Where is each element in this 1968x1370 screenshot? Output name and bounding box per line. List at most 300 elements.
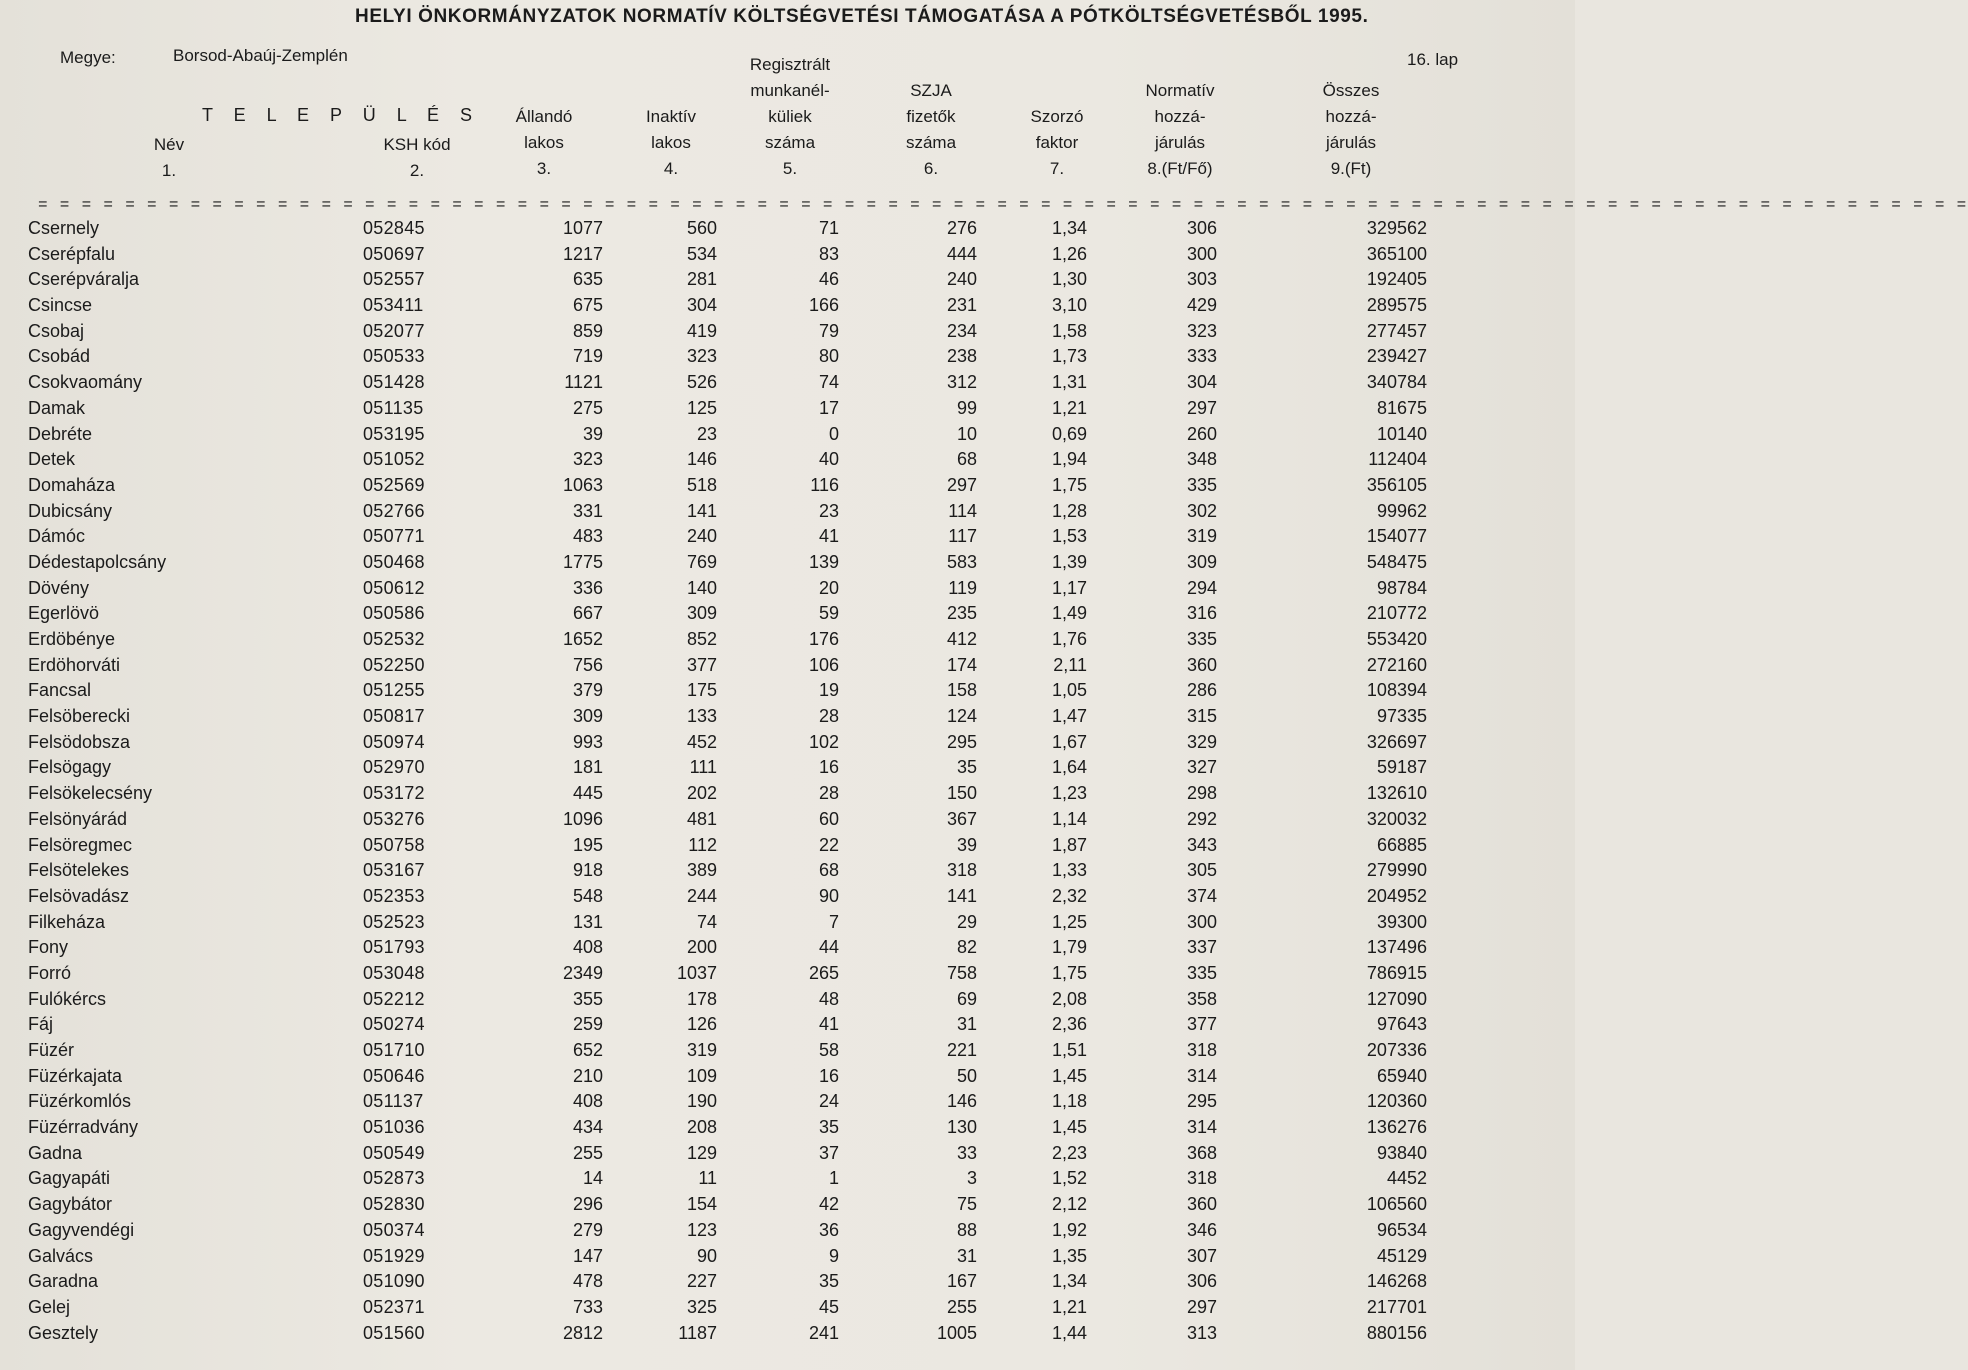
cell-unemployed: 9 bbox=[828, 1245, 839, 1266]
cell-multiplier: 2,32 bbox=[1051, 885, 1087, 906]
cell-multiplier: 1,75 bbox=[1051, 962, 1087, 983]
cell-name: Felsödobsza bbox=[28, 731, 131, 752]
cell-unemployed: 16 bbox=[818, 1065, 839, 1086]
table-row bbox=[0, 396, 1575, 422]
cell-normative-contribution: 327 bbox=[1186, 757, 1217, 778]
cell-inactive-residents: 244 bbox=[686, 885, 717, 906]
cell-permanent-residents: 296 bbox=[572, 1194, 603, 1215]
county-label: Megye: bbox=[60, 48, 116, 67]
cell-permanent-residents: 675 bbox=[572, 295, 603, 316]
cell-unemployed: 0 bbox=[828, 423, 839, 444]
cell-multiplier: 1,53 bbox=[1051, 526, 1087, 547]
table-row bbox=[0, 524, 1575, 550]
header-separator: = = = = = = = = = = = = = = = = = = = = = = = = = = = = = = = = = = = = = = = = = = = = = = = = = = = = = = = = = = = = = = = = = = = = = = = = = = = = = = = = = = = = = = = = = bbox=[38, 196, 1968, 214]
cell-multiplier: 1,52 bbox=[1051, 1168, 1087, 1189]
table-row bbox=[0, 755, 1575, 781]
table-row bbox=[0, 293, 1575, 319]
cell-multiplier: 1,73 bbox=[1051, 346, 1087, 367]
cell-normative-contribution: 304 bbox=[1186, 372, 1217, 393]
cell-ksh-code: 051137 bbox=[363, 1091, 424, 1112]
cell-normative-contribution: 335 bbox=[1186, 629, 1217, 649]
cell-ksh-code: 051052 bbox=[363, 449, 425, 470]
cell-total-contribution: 65940 bbox=[1376, 1065, 1427, 1086]
cell-unemployed: 17 bbox=[818, 397, 839, 418]
cell-permanent-residents: 859 bbox=[572, 320, 603, 341]
cell-taxpayers: 31 bbox=[956, 1014, 977, 1035]
table-row bbox=[0, 242, 1575, 268]
cell-inactive-residents: 109 bbox=[686, 1065, 717, 1086]
cell-unemployed: 59 bbox=[818, 603, 839, 624]
table-row bbox=[0, 216, 1575, 242]
cell-ksh-code: 051135 bbox=[363, 397, 424, 418]
cell-unemployed: 60 bbox=[818, 808, 839, 829]
cell-multiplier: 1,34 bbox=[1051, 1271, 1087, 1292]
cell-ksh-code: 050697 bbox=[363, 243, 425, 264]
cell-normative-contribution: 305 bbox=[1186, 860, 1217, 881]
table-row bbox=[0, 319, 1575, 345]
cell-total-contribution: 112404 bbox=[1368, 449, 1427, 470]
cell-multiplier: 1,87 bbox=[1051, 834, 1087, 855]
table-row bbox=[0, 961, 1575, 987]
cell-ksh-code: 050974 bbox=[363, 731, 425, 752]
cell-unemployed: 116 bbox=[810, 474, 839, 495]
cell-taxpayers: 141 bbox=[946, 885, 977, 906]
cell-multiplier: 1,92 bbox=[1051, 1219, 1087, 1240]
cell-permanent-residents: 255 bbox=[572, 1142, 603, 1163]
cell-unemployed: 68 bbox=[818, 860, 839, 881]
cell-normative-contribution: 337 bbox=[1186, 937, 1217, 958]
cell-ksh-code: 053195 bbox=[363, 423, 425, 444]
table-row bbox=[0, 935, 1575, 961]
cell-multiplier: 1,64 bbox=[1051, 757, 1087, 778]
cell-name: Forró bbox=[28, 962, 72, 983]
cell-ksh-code: 051929 bbox=[363, 1245, 425, 1266]
cell-name: Erdöbénye bbox=[28, 629, 116, 649]
table-row bbox=[0, 910, 1575, 936]
cell-ksh-code: 050533 bbox=[363, 346, 425, 367]
cell-normative-contribution: 346 bbox=[1186, 1219, 1217, 1240]
table-row bbox=[0, 422, 1575, 448]
table-row bbox=[0, 704, 1575, 730]
cell-inactive-residents: 1187 bbox=[678, 1322, 717, 1343]
cell-ksh-code: 051710 bbox=[363, 1040, 425, 1060]
cell-normative-contribution: 316 bbox=[1186, 603, 1217, 624]
cell-ksh-code: 051560 bbox=[363, 1322, 425, 1343]
cell-taxpayers: 39 bbox=[956, 834, 977, 855]
cell-taxpayers: 146 bbox=[946, 1091, 977, 1112]
cell-taxpayers: 758 bbox=[946, 962, 977, 983]
cell-unemployed: 71 bbox=[818, 218, 839, 238]
cell-multiplier: 1,45 bbox=[1051, 1065, 1087, 1086]
cell-name: Fáj bbox=[28, 1014, 54, 1035]
cell-inactive-residents: 11 bbox=[698, 1168, 717, 1189]
cell-ksh-code: 051428 bbox=[363, 372, 425, 393]
cell-inactive-residents: 240 bbox=[686, 526, 717, 547]
cell-name: Fancsal bbox=[28, 680, 92, 701]
cell-inactive-residents: 154 bbox=[686, 1194, 717, 1215]
cell-permanent-residents: 1217 bbox=[562, 243, 603, 264]
cell-multiplier: 1,25 bbox=[1051, 911, 1087, 932]
cell-inactive-residents: 452 bbox=[686, 731, 717, 752]
cell-taxpayers: 10 bbox=[956, 423, 977, 444]
column-header-multiplier: Szorzó faktor 7. bbox=[1030, 107, 1084, 178]
cell-permanent-residents: 756 bbox=[572, 654, 603, 675]
cell-inactive-residents: 23 bbox=[696, 423, 717, 444]
cell-inactive-residents: 175 bbox=[686, 680, 717, 701]
cell-ksh-code: 050274 bbox=[363, 1014, 425, 1035]
cell-name: Debréte bbox=[28, 423, 93, 444]
cell-taxpayers: 75 bbox=[956, 1194, 977, 1215]
cell-normative-contribution: 314 bbox=[1186, 1065, 1217, 1086]
cell-permanent-residents: 719 bbox=[572, 346, 603, 367]
cell-unemployed: 35 bbox=[818, 1271, 839, 1292]
cell-name: Dámóc bbox=[28, 526, 86, 547]
cell-multiplier: 1,44 bbox=[1051, 1322, 1087, 1343]
cell-taxpayers: 124 bbox=[946, 706, 977, 727]
cell-permanent-residents: 195 bbox=[572, 834, 603, 855]
cell-unemployed: 19 bbox=[818, 680, 839, 701]
cell-multiplier: 1,49 bbox=[1051, 603, 1087, 624]
cell-ksh-code: 050771 bbox=[363, 526, 425, 547]
column-header-ksh: KSH kód 2. bbox=[383, 135, 451, 180]
cell-inactive-residents: 111 bbox=[689, 757, 717, 778]
cell-multiplier: 1,75 bbox=[1051, 474, 1087, 495]
cell-normative-contribution: 297 bbox=[1186, 397, 1217, 418]
cell-inactive-residents: 769 bbox=[686, 551, 717, 572]
cell-multiplier: 1,39 bbox=[1051, 551, 1087, 572]
cell-permanent-residents: 379 bbox=[572, 680, 603, 701]
cell-total-contribution: 548475 bbox=[1366, 551, 1427, 572]
cell-inactive-residents: 146 bbox=[686, 449, 717, 470]
cell-ksh-code: 051036 bbox=[363, 1117, 425, 1138]
table-row bbox=[0, 1218, 1575, 1244]
cell-unemployed: 106 bbox=[808, 654, 839, 675]
cell-total-contribution: 326697 bbox=[1366, 731, 1427, 752]
cell-inactive-residents: 200 bbox=[686, 937, 717, 958]
cell-multiplier: 1,18 bbox=[1051, 1091, 1087, 1112]
cell-total-contribution: 59187 bbox=[1376, 757, 1427, 778]
cell-inactive-residents: 852 bbox=[686, 629, 717, 649]
cell-inactive-residents: 123 bbox=[686, 1219, 717, 1240]
cell-taxpayers: 50 bbox=[956, 1065, 977, 1086]
cell-total-contribution: 97643 bbox=[1376, 1014, 1427, 1035]
cell-taxpayers: 312 bbox=[946, 372, 977, 393]
cell-permanent-residents: 434 bbox=[572, 1117, 603, 1138]
cell-unemployed: 41 bbox=[818, 526, 839, 547]
cell-permanent-residents: 548 bbox=[572, 885, 603, 906]
cell-permanent-residents: 993 bbox=[572, 731, 603, 752]
cell-normative-contribution: 300 bbox=[1186, 243, 1217, 264]
cell-taxpayers: 240 bbox=[946, 269, 977, 290]
cell-inactive-residents: 112 bbox=[688, 834, 717, 855]
cell-name: Csokvaomány bbox=[28, 372, 143, 393]
cell-multiplier: 1,76 bbox=[1051, 629, 1087, 649]
cell-multiplier: 1,26 bbox=[1051, 243, 1087, 264]
cell-permanent-residents: 1121 bbox=[564, 372, 603, 393]
cell-multiplier: 1,51 bbox=[1051, 1040, 1087, 1060]
cell-total-contribution: 210772 bbox=[1366, 603, 1427, 624]
cell-total-contribution: 289575 bbox=[1366, 295, 1427, 316]
cell-total-contribution: 45129 bbox=[1376, 1245, 1427, 1266]
cell-multiplier: 2,36 bbox=[1051, 1014, 1087, 1035]
cell-name: Fony bbox=[28, 937, 69, 958]
cell-ksh-code: 052830 bbox=[363, 1194, 425, 1215]
cell-taxpayers: 1005 bbox=[936, 1322, 977, 1343]
table-row bbox=[0, 653, 1575, 679]
cell-permanent-residents: 1652 bbox=[562, 629, 603, 649]
cell-taxpayers: 33 bbox=[956, 1142, 977, 1163]
cell-unemployed: 102 bbox=[808, 731, 839, 752]
cell-total-contribution: 132610 bbox=[1366, 783, 1427, 804]
cell-permanent-residents: 331 bbox=[572, 500, 603, 521]
table-row bbox=[0, 1269, 1575, 1295]
table-row bbox=[0, 370, 1575, 396]
cell-normative-contribution: 360 bbox=[1186, 1194, 1217, 1215]
cell-multiplier: 1,23 bbox=[1051, 783, 1087, 804]
cell-multiplier: 1,34 bbox=[1051, 218, 1087, 238]
cell-multiplier: 3,10 bbox=[1051, 295, 1087, 316]
cell-normative-contribution: 374 bbox=[1186, 885, 1217, 906]
cell-total-contribution: 96534 bbox=[1376, 1219, 1427, 1240]
cell-normative-contribution: 318 bbox=[1186, 1040, 1217, 1060]
cell-ksh-code: 050586 bbox=[363, 603, 425, 624]
cell-normative-contribution: 298 bbox=[1186, 783, 1217, 804]
cell-taxpayers: 99 bbox=[956, 397, 977, 418]
cell-ksh-code: 050646 bbox=[363, 1065, 425, 1086]
table-row bbox=[0, 1115, 1575, 1141]
cell-name: Gagyvendégi bbox=[28, 1219, 135, 1240]
cell-permanent-residents: 1775 bbox=[562, 551, 603, 572]
cell-multiplier: 0,69 bbox=[1051, 423, 1087, 444]
cell-permanent-residents: 667 bbox=[572, 603, 603, 624]
cell-taxpayers: 31 bbox=[956, 1245, 977, 1266]
cell-inactive-residents: 534 bbox=[686, 243, 717, 264]
cell-permanent-residents: 408 bbox=[572, 1091, 603, 1112]
column-header-total-contribution: Összes hozzá- járulás 9.(Ft) bbox=[1322, 81, 1380, 178]
cell-unemployed: 80 bbox=[818, 346, 839, 367]
cell-taxpayers: 583 bbox=[946, 551, 977, 572]
cell-inactive-residents: 304 bbox=[686, 295, 717, 316]
cell-inactive-residents: 526 bbox=[686, 372, 717, 393]
cell-normative-contribution: 294 bbox=[1186, 577, 1217, 598]
cell-normative-contribution: 329 bbox=[1186, 731, 1217, 752]
cell-unemployed: 48 bbox=[818, 988, 839, 1009]
table-row bbox=[0, 576, 1575, 602]
cell-inactive-residents: 125 bbox=[686, 397, 717, 418]
cell-multiplier: 1,14 bbox=[1051, 808, 1087, 829]
cell-ksh-code: 052970 bbox=[363, 757, 425, 778]
cell-taxpayers: 367 bbox=[946, 808, 977, 829]
cell-unemployed: 46 bbox=[818, 269, 839, 290]
cell-normative-contribution: 348 bbox=[1186, 449, 1217, 470]
cell-ksh-code: 052371 bbox=[363, 1296, 425, 1317]
cell-multiplier: 2,23 bbox=[1051, 1142, 1087, 1163]
cell-name: Füzérkomlós bbox=[28, 1091, 132, 1112]
data-table bbox=[0, 216, 1575, 1346]
cell-taxpayers: 221 bbox=[946, 1040, 977, 1060]
cell-taxpayers: 444 bbox=[946, 243, 977, 264]
cell-ksh-code: 050758 bbox=[363, 834, 425, 855]
cell-name: Felsöregmec bbox=[28, 834, 133, 855]
cell-unemployed: 20 bbox=[818, 577, 839, 598]
cell-unemployed: 28 bbox=[818, 783, 839, 804]
cell-normative-contribution: 368 bbox=[1186, 1142, 1217, 1163]
cell-name: Dövény bbox=[28, 577, 90, 598]
cell-total-contribution: 553420 bbox=[1366, 629, 1427, 649]
cell-total-contribution: 81675 bbox=[1376, 397, 1427, 418]
cell-total-contribution: 239427 bbox=[1366, 346, 1427, 367]
cell-taxpayers: 318 bbox=[946, 860, 977, 881]
cell-name: Domaháza bbox=[28, 474, 116, 495]
document-title: HELYI ÖNKORMÁNYZATOK NORMATÍV KÖLTSÉGVETÉSI TÁMOGATÁSA A PÓTKÖLTSÉGVETÉSBŐL 1995. bbox=[355, 6, 1369, 27]
cell-normative-contribution: 318 bbox=[1186, 1168, 1217, 1189]
cell-total-contribution: 98784 bbox=[1376, 577, 1427, 598]
cell-ksh-code: 050612 bbox=[363, 577, 425, 598]
cell-normative-contribution: 307 bbox=[1186, 1245, 1217, 1266]
cell-total-contribution: 127090 bbox=[1366, 988, 1427, 1009]
cell-unemployed: 22 bbox=[818, 834, 839, 855]
cell-ksh-code: 052873 bbox=[363, 1168, 425, 1189]
cell-inactive-residents: 325 bbox=[686, 1296, 717, 1317]
cell-normative-contribution: 313 bbox=[1186, 1322, 1217, 1343]
cell-permanent-residents: 733 bbox=[572, 1296, 603, 1317]
cell-ksh-code: 053276 bbox=[363, 808, 425, 829]
cell-ksh-code: 050468 bbox=[363, 551, 425, 572]
cell-inactive-residents: 389 bbox=[686, 860, 717, 881]
cell-normative-contribution: 323 bbox=[1186, 320, 1217, 341]
cell-unemployed: 28 bbox=[818, 706, 839, 727]
table-row bbox=[0, 1141, 1575, 1167]
table-row bbox=[0, 1192, 1575, 1218]
table-row bbox=[0, 1295, 1575, 1321]
cell-permanent-residents: 309 bbox=[572, 706, 603, 727]
cell-total-contribution: 786915 bbox=[1366, 962, 1427, 983]
cell-ksh-code: 052353 bbox=[363, 885, 425, 906]
cell-multiplier: 2,11 bbox=[1053, 654, 1087, 675]
cell-total-contribution: 204952 bbox=[1366, 885, 1427, 906]
cell-name: Dubicsány bbox=[28, 500, 113, 521]
cell-normative-contribution: 319 bbox=[1186, 526, 1217, 547]
cell-normative-contribution: 300 bbox=[1186, 911, 1217, 932]
cell-multiplier: 1,33 bbox=[1051, 860, 1087, 881]
cell-unemployed: 265 bbox=[808, 962, 839, 983]
cell-multiplier: 1,28 bbox=[1051, 500, 1087, 521]
cell-name: Gadna bbox=[28, 1142, 83, 1163]
cell-unemployed: 23 bbox=[818, 500, 839, 521]
cell-unemployed: 58 bbox=[818, 1040, 839, 1060]
cell-name: Cserépfalu bbox=[28, 243, 116, 264]
cell-permanent-residents: 483 bbox=[572, 526, 603, 547]
cell-taxpayers: 114 bbox=[948, 500, 977, 521]
cell-name: Galvács bbox=[28, 1245, 94, 1266]
cell-permanent-residents: 652 bbox=[572, 1040, 603, 1060]
cell-total-contribution: 4452 bbox=[1386, 1168, 1427, 1189]
table-row bbox=[0, 987, 1575, 1013]
cell-total-contribution: 880156 bbox=[1366, 1322, 1427, 1343]
table-row bbox=[0, 344, 1575, 370]
cell-total-contribution: 137496 bbox=[1366, 937, 1427, 958]
cell-normative-contribution: 335 bbox=[1186, 474, 1217, 495]
cell-inactive-residents: 190 bbox=[686, 1091, 717, 1112]
cell-normative-contribution: 377 bbox=[1186, 1014, 1217, 1035]
cell-inactive-residents: 202 bbox=[686, 783, 717, 804]
cell-name: Detek bbox=[28, 449, 76, 470]
cell-ksh-code: 050549 bbox=[363, 1142, 425, 1163]
cell-unemployed: 166 bbox=[808, 295, 839, 316]
cell-total-contribution: 279990 bbox=[1366, 860, 1427, 881]
cell-normative-contribution: 306 bbox=[1186, 218, 1217, 238]
cell-permanent-residents: 445 bbox=[572, 783, 603, 804]
cell-taxpayers: 235 bbox=[946, 603, 977, 624]
cell-total-contribution: 93840 bbox=[1376, 1142, 1427, 1163]
cell-inactive-residents: 90 bbox=[696, 1245, 717, 1266]
cell-total-contribution: 356105 bbox=[1366, 474, 1427, 495]
cell-permanent-residents: 355 bbox=[572, 988, 603, 1009]
cell-multiplier: 1,45 bbox=[1051, 1117, 1087, 1138]
cell-unemployed: 176 bbox=[808, 629, 839, 649]
cell-permanent-residents: 1077 bbox=[562, 218, 603, 238]
cell-inactive-residents: 208 bbox=[686, 1117, 717, 1138]
cell-normative-contribution: 302 bbox=[1186, 500, 1217, 521]
cell-inactive-residents: 126 bbox=[686, 1014, 717, 1035]
cell-inactive-residents: 309 bbox=[686, 603, 717, 624]
cell-taxpayers: 276 bbox=[946, 218, 977, 238]
cell-name: Felsötelekes bbox=[28, 860, 130, 881]
cell-ksh-code: 052212 bbox=[363, 988, 425, 1009]
cell-inactive-residents: 518 bbox=[686, 474, 717, 495]
cell-normative-contribution: 297 bbox=[1186, 1296, 1217, 1317]
cell-unemployed: 83 bbox=[818, 243, 839, 264]
cell-inactive-residents: 1037 bbox=[676, 962, 717, 983]
cell-name: Füzér bbox=[28, 1040, 75, 1060]
cell-unemployed: 45 bbox=[818, 1296, 839, 1317]
cell-normative-contribution: 309 bbox=[1186, 551, 1217, 572]
cell-ksh-code: 053411 bbox=[363, 295, 424, 316]
cell-normative-contribution: 295 bbox=[1186, 1091, 1217, 1112]
column-header-taxpayers: SZJA fizetők száma 6. bbox=[905, 81, 957, 178]
cell-ksh-code: 053167 bbox=[363, 860, 425, 881]
cell-permanent-residents: 336 bbox=[572, 577, 603, 598]
table-row bbox=[0, 1244, 1575, 1270]
cell-multiplier: 1,17 bbox=[1051, 577, 1087, 598]
cell-multiplier: 2,12 bbox=[1051, 1194, 1087, 1215]
cell-permanent-residents: 918 bbox=[572, 860, 603, 881]
cell-name: Cserépváralja bbox=[28, 269, 140, 290]
table-row bbox=[0, 627, 1575, 653]
column-header-name: Név 1. bbox=[153, 135, 185, 180]
cell-normative-contribution: 358 bbox=[1186, 988, 1217, 1009]
cell-ksh-code: 052569 bbox=[363, 474, 425, 495]
cell-normative-contribution: 315 bbox=[1186, 706, 1217, 727]
cell-ksh-code: 052845 bbox=[363, 218, 425, 238]
cell-total-contribution: 108394 bbox=[1366, 680, 1427, 701]
cell-ksh-code: 052766 bbox=[363, 500, 425, 521]
cell-total-contribution: 120360 bbox=[1366, 1091, 1427, 1112]
cell-unemployed: 90 bbox=[818, 885, 839, 906]
cell-unemployed: 44 bbox=[818, 937, 839, 958]
cell-normative-contribution: 333 bbox=[1186, 346, 1217, 367]
cell-inactive-residents: 227 bbox=[686, 1271, 717, 1292]
cell-normative-contribution: 286 bbox=[1186, 680, 1217, 701]
cell-normative-contribution: 260 bbox=[1186, 423, 1217, 444]
cell-permanent-residents: 1096 bbox=[562, 808, 603, 829]
cell-name: Csobaj bbox=[28, 320, 85, 341]
cell-permanent-residents: 2349 bbox=[562, 962, 603, 983]
cell-unemployed: 37 bbox=[818, 1142, 839, 1163]
cell-taxpayers: 412 bbox=[946, 629, 977, 649]
cell-taxpayers: 174 bbox=[946, 654, 977, 675]
page-number: 16. lap bbox=[1407, 50, 1459, 69]
